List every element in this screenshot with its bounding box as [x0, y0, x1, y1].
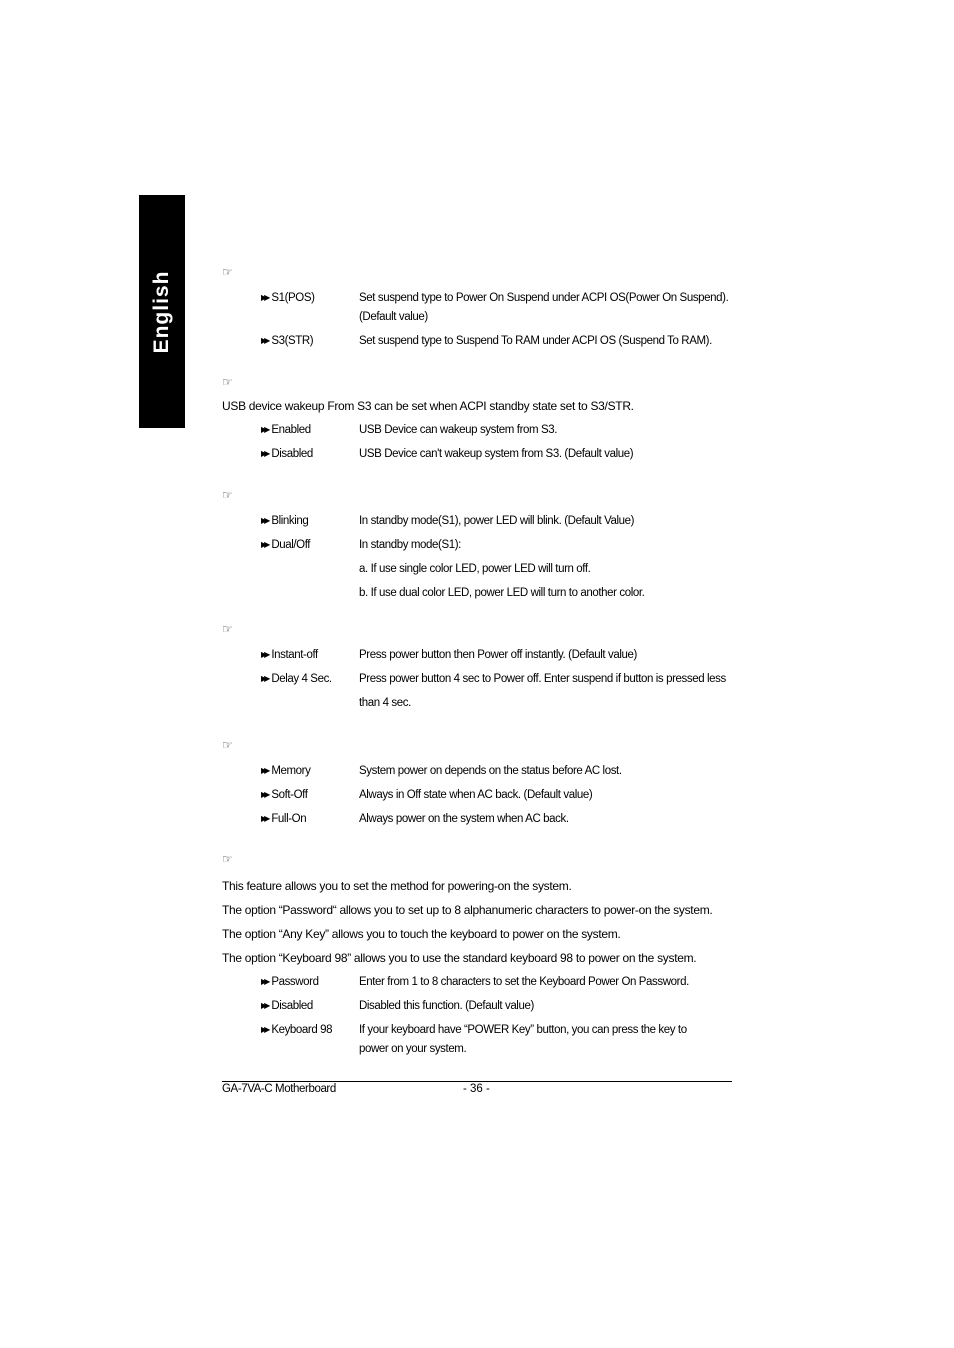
option-label-text: Delay 4 Sec. — [271, 673, 332, 685]
section-intro-line: The option “Any Key” allows you to touch the keyboard to power on the system. — [222, 927, 621, 941]
option-description-line: b. If use dual color LED, power LED will turn to another color. — [359, 587, 645, 599]
section-intro-line: The option “Keyboard 98” allows you to use the standard keyboard 98 to power on the system. — [222, 951, 697, 965]
option-label — [261, 765, 310, 777]
pointing-hand-icon: ☞ — [222, 622, 233, 636]
option-description-line: Set suspend type to Power On Suspend under ACPI OS(Power On Suspend). — [359, 292, 729, 304]
pointing-hand-icon: ☞ — [222, 488, 233, 502]
option-label — [261, 976, 319, 988]
double-arrow-icon: ▶▶ — [261, 977, 268, 986]
double-arrow-icon: ▶▶ — [261, 1025, 268, 1034]
option-description-line: than 4 sec. — [359, 697, 411, 709]
option-label-text: Blinking — [271, 515, 309, 527]
option-description-line: System power on depends on the status before AC lost. — [359, 765, 622, 777]
option-label-text: Full-On — [271, 813, 307, 825]
option-description-line: In standby mode(S1): — [359, 539, 461, 551]
option-label — [261, 448, 313, 460]
side-tab-label: English — [150, 270, 173, 353]
double-arrow-icon: ▶▶ — [261, 674, 268, 683]
option-label — [261, 539, 310, 551]
section-intro-line: USB device wakeup From S3 can be set when ACPI standby state set to S3/STR. — [222, 399, 634, 413]
option-description-line: Disabled this function. (Default value) — [359, 1000, 534, 1012]
language-side-tab — [139, 195, 185, 428]
double-arrow-icon: ▶▶ — [261, 449, 268, 458]
double-arrow-icon: ▶▶ — [261, 1001, 268, 1010]
option-description-line: Always power on the system when AC back. — [359, 813, 569, 825]
option-label — [261, 424, 311, 436]
option-label-text: Memory — [271, 765, 311, 777]
double-arrow-icon: ▶▶ — [261, 814, 268, 823]
option-description-line: power on your system. — [359, 1043, 467, 1055]
option-description-line: In standby mode(S1), power LED will blink. (Default Value) — [359, 515, 635, 527]
option-description-line: Always in Off state when AC back. (Default value) — [359, 789, 593, 801]
option-label-text: Password — [271, 976, 319, 988]
option-label-text: Keyboard 98 — [271, 1024, 333, 1036]
footer-model: GA-7VA-C Motherboard — [222, 1083, 336, 1095]
option-label — [261, 515, 308, 527]
pointing-hand-icon: ☞ — [222, 265, 233, 279]
option-label — [261, 335, 313, 347]
double-arrow-icon: ▶▶ — [261, 540, 268, 549]
footer-rule — [222, 1081, 732, 1082]
option-label-text: Enabled — [271, 424, 311, 436]
option-description-line: USB Device can't wakeup system from S3. (Default value) — [359, 448, 634, 460]
option-label — [261, 1000, 313, 1012]
option-description-line: a. If use single color LED, power LED will turn off. — [359, 563, 591, 575]
option-description-line: Set suspend type to Suspend To RAM under ACPI OS (Suspend To RAM). — [359, 335, 712, 347]
double-arrow-icon: ▶▶ — [261, 766, 268, 775]
double-arrow-icon: ▶▶ — [261, 293, 268, 302]
option-label — [261, 649, 318, 661]
pointing-hand-icon: ☞ — [222, 375, 233, 389]
option-description-line: Press power button 4 sec to Power off. Enter suspend if button is pressed less — [359, 673, 726, 685]
option-description-line: USB Device can wakeup system from S3. — [359, 424, 558, 436]
option-label — [261, 1024, 332, 1036]
double-arrow-icon: ▶▶ — [261, 336, 268, 345]
option-label-text: S1(POS) — [271, 292, 315, 304]
option-label — [261, 789, 308, 801]
option-label-text: Instant-off — [271, 649, 318, 661]
section-intro-line: This feature allows you to set the method for powering-on the system. — [222, 879, 572, 893]
option-description-line: Press power button then Power off instantly. (Default value) — [359, 649, 637, 661]
option-label — [261, 673, 332, 685]
option-label-text: Dual/Off — [271, 539, 311, 551]
double-arrow-icon: ▶▶ — [261, 790, 268, 799]
double-arrow-icon: ▶▶ — [261, 516, 268, 525]
option-label-text: S3(STR) — [271, 335, 314, 347]
option-label-text: Disabled — [271, 1000, 313, 1012]
section-intro-line: The option “Password“ allows you to set up to 8 alphanumeric characters to power-on the system. — [222, 903, 713, 917]
double-arrow-icon: ▶▶ — [261, 650, 268, 659]
option-label — [261, 292, 315, 304]
option-label-text: Disabled — [271, 448, 313, 460]
option-description-line: If your keyboard have “POWER Key” button, you can press the key to — [359, 1024, 687, 1036]
pointing-hand-icon: ☞ — [222, 852, 233, 866]
double-arrow-icon: ▶▶ — [261, 425, 268, 434]
option-label-text: Soft-Off — [271, 789, 308, 801]
option-description-line: (Default value) — [359, 311, 428, 323]
pointing-hand-icon: ☞ — [222, 738, 233, 752]
option-description-line: Enter from 1 to 8 characters to set the Keyboard Power On Password. — [359, 976, 689, 988]
option-label — [261, 813, 306, 825]
page-number: - 36 - — [463, 1083, 490, 1095]
